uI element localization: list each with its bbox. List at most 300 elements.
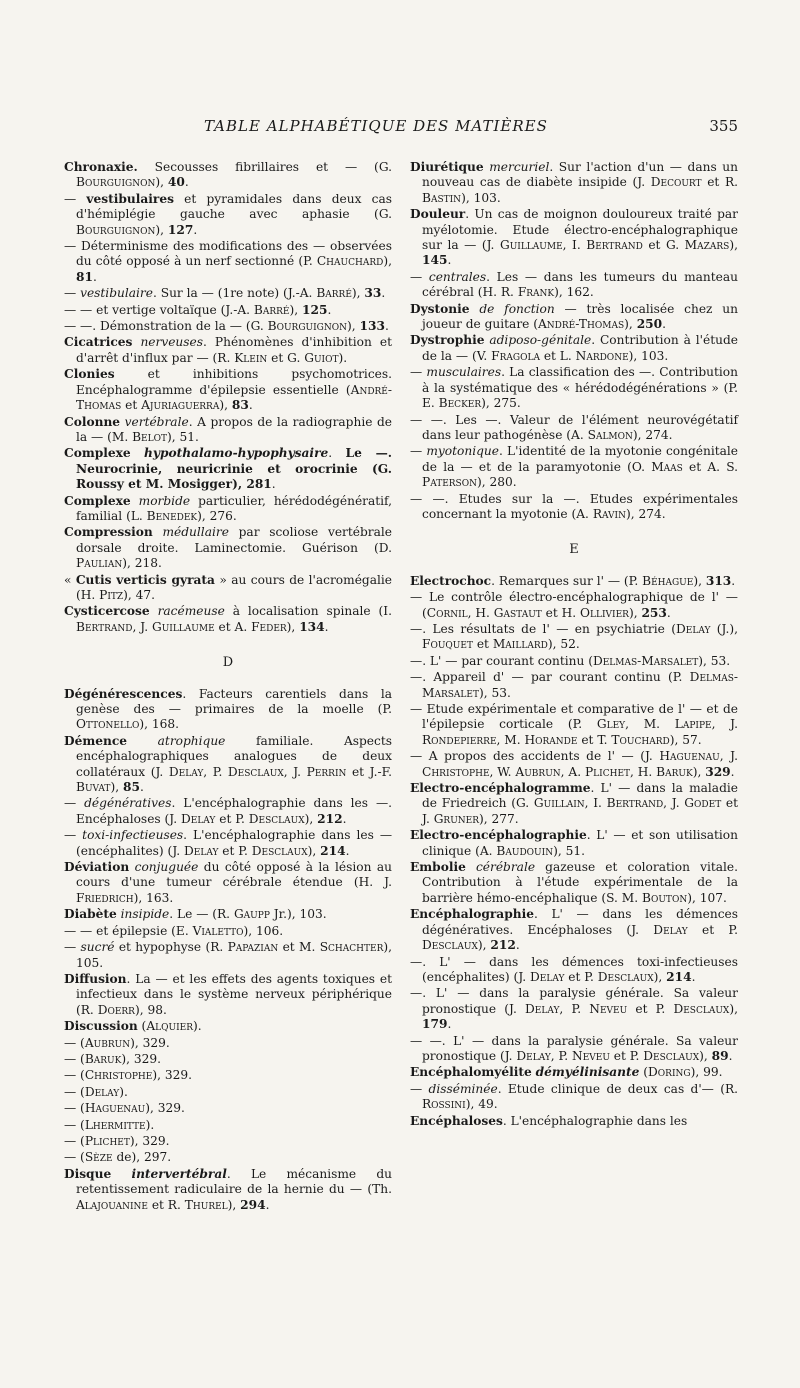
- entry-text: —: [64, 286, 81, 301]
- entry-text: . Le — (R.: [169, 907, 234, 922]
- index-entry: [64, 972, 392, 1018]
- entry-text: Cornil: [426, 605, 468, 620]
- entry-text: . A propos de la radiographie de la — (M.: [76, 414, 393, 444]
- entry-text: Paterson: [422, 475, 477, 490]
- entry-text: —. L' — dans la paralysie générale. Sa valeur pronostique (J.: [410, 986, 738, 1016]
- entry-text: ), 163.: [133, 890, 174, 905]
- entry-headword: Encéphaloses: [410, 1113, 503, 1128]
- entry-text: , P.: [559, 1001, 590, 1016]
- entry-text: démyélinisante: [535, 1065, 640, 1080]
- entry-text: 81: [76, 269, 93, 284]
- entry-text: [111, 1167, 131, 1181]
- entry-text: Ottonello: [76, 717, 140, 732]
- entry-text: Frank: [517, 285, 555, 300]
- entry-text: Lhermitte: [84, 1117, 146, 1132]
- entry-text: —: [64, 940, 81, 955]
- entry-text: gazeuse et coloration vitale. Contribution à l'étude expérimentale de la barrière hémo-encéphalique (S. M.: [422, 860, 739, 905]
- entry-text: — (: [64, 1035, 85, 1050]
- index-entry: [64, 828, 392, 859]
- entry-text: et M.: [278, 940, 320, 955]
- entry-text: et L.: [539, 348, 576, 363]
- entry-text: .: [139, 780, 144, 795]
- entry-text: Maas: [651, 459, 683, 474]
- entry-text: ), 53.: [478, 685, 511, 700]
- entry-text: Doring: [648, 1065, 691, 1080]
- entry-text: ), 218.: [122, 556, 162, 571]
- entry-text: Delay: [525, 1001, 560, 1016]
- entry-text: ), 103.: [628, 348, 669, 363]
- entry-text: 83: [231, 398, 249, 413]
- index-entry: [64, 1150, 392, 1165]
- entry-text: .: [381, 286, 386, 301]
- entry-text: Maillard: [492, 637, 548, 652]
- entry-text: Desclaux: [227, 764, 284, 779]
- entry-text: Ollivier: [580, 605, 629, 620]
- entry-text: du côté opposé à la lésion au cours d'une tumeur cérébrale étendue (H. J.: [76, 860, 392, 890]
- entry-text: ), 329.: [130, 1035, 170, 1050]
- entry-headword: Cutis verticis gyrata: [75, 572, 215, 587]
- entry-text: ), 274.: [632, 427, 673, 442]
- entry-text: 294: [240, 1197, 266, 1212]
- entry-text: toxi-infectieuses: [82, 828, 184, 843]
- entry-text: .: [447, 1017, 452, 1032]
- entry-text: , M.: [625, 717, 675, 732]
- index-entry: [64, 319, 392, 334]
- entry-text: (J.),: [710, 621, 738, 636]
- index-entry: [64, 734, 392, 796]
- index-entry: [410, 1034, 738, 1065]
- entry-text: Delay: [653, 922, 688, 937]
- entry-text: — — et épilepsie (E.: [64, 923, 193, 938]
- entry-text: Delay: [530, 969, 565, 984]
- index-entry: [410, 670, 738, 701]
- index-entry: [64, 192, 392, 238]
- entry-text: ),: [155, 175, 168, 190]
- entry-text: —: [410, 1081, 429, 1096]
- entry-text: Nardone: [575, 348, 629, 363]
- index-entry: [64, 796, 392, 827]
- entry-text: — Déterminisme des modifications des — observées du côté opposé à un nerf sectionné (P.: [64, 239, 392, 269]
- entry-text: Benedek: [146, 508, 198, 523]
- entry-text: racémeuse: [157, 604, 225, 619]
- entry-text: Delay: [168, 764, 204, 779]
- entry-text: Becker: [438, 396, 482, 411]
- entry-text: Plichet: [584, 764, 631, 779]
- entry-text: Godet: [684, 796, 722, 811]
- entry-text: .: [447, 253, 452, 268]
- entry-text: Neveu: [589, 1001, 628, 1016]
- entry-text: Guillaume: [151, 619, 215, 634]
- entry-text: .: [328, 446, 346, 461]
- entry-text: .: [691, 969, 696, 984]
- entry-text: ),: [729, 1001, 738, 1016]
- entry-text: , M.: [496, 732, 525, 747]
- entry-headword: vestibulaires: [86, 191, 174, 206]
- entry-text: ),: [653, 969, 667, 984]
- index-entry: [64, 940, 392, 971]
- entry-text: Schachter: [319, 940, 384, 955]
- entry-text: . L' — et son utilisation clinique (A.: [422, 828, 738, 858]
- index-entry: [410, 444, 738, 490]
- entry-headword: Dystonie: [410, 301, 470, 316]
- entry-headword: Compression: [64, 525, 153, 540]
- entry-text: [466, 860, 476, 874]
- entry-text: Doerr: [97, 1002, 135, 1017]
- entry-text: adiposo-génitale: [489, 333, 592, 348]
- entry-headword: Clonies: [64, 367, 115, 382]
- entry-text: Guillaume: [499, 238, 563, 253]
- entry-text: vestibulaire: [80, 286, 153, 301]
- entry-text: ), 329.: [121, 1051, 162, 1066]
- entry-text: musculaires: [426, 365, 502, 380]
- entry-text: , J.: [711, 717, 738, 732]
- index-entry: [410, 860, 738, 906]
- entry-text: Christophe: [422, 764, 490, 779]
- entry-text: . L' — dans les démences dégénératives. Encéphaloses (J.: [422, 907, 738, 937]
- entry-text: ).: [192, 1019, 202, 1034]
- entry-text: Desclaux: [643, 1048, 700, 1063]
- index-entry: [64, 446, 392, 492]
- entry-text: ), 168.: [139, 717, 179, 732]
- index-entry: [64, 303, 392, 318]
- entry-text: — (: [64, 1117, 85, 1132]
- entry-text: —: [64, 191, 87, 206]
- entry-text: André-Thomas: [538, 317, 625, 332]
- index-entry: [410, 413, 738, 444]
- entry-text: , H.: [630, 764, 657, 779]
- entry-text: ),: [219, 398, 232, 413]
- entry-text: .: [271, 477, 276, 492]
- entry-text: Sèze: [84, 1150, 113, 1165]
- entry-text: . L'encéphalographie dans les: [502, 1113, 688, 1128]
- entry-text: Fouquet: [422, 637, 473, 652]
- index-entry: [410, 654, 738, 669]
- entry-text: . Etude clinique de deux cas d'— (R.: [497, 1081, 739, 1096]
- entry-text: —. L' — par courant continu (: [410, 653, 593, 668]
- entry-headword: Cysticercose: [64, 604, 150, 619]
- entry-text: . Sur l'action d'un — dans un nouveau cas de diabète insipide (J.: [422, 160, 739, 190]
- entry-text: Klein: [234, 350, 268, 365]
- entry-text: médullaire: [162, 525, 229, 540]
- page-header: [64, 117, 738, 139]
- entry-headword: Déviation: [64, 860, 130, 875]
- entry-text: [470, 302, 480, 316]
- entry-text: 212: [490, 938, 516, 953]
- entry-text: Bertrand: [586, 238, 643, 253]
- entry-text: 133: [359, 319, 385, 334]
- entry-headword: Diffusion: [64, 971, 127, 986]
- index-entry: [410, 955, 738, 986]
- entry-headword: Démence: [64, 733, 128, 748]
- entry-text: Friedrich: [76, 890, 134, 905]
- entry-text: — (: [64, 1133, 85, 1148]
- section-letter: E: [569, 542, 579, 558]
- entry-text: Desclaux: [597, 969, 654, 984]
- entry-headword: Dégénérescences: [64, 686, 183, 701]
- entry-text: Neveu: [572, 1048, 610, 1063]
- entry-text: et P.: [564, 969, 598, 984]
- entry-text: et P.: [609, 1048, 644, 1063]
- entry-text: et A. S.: [682, 459, 738, 474]
- entry-text: Gaupp: [233, 907, 270, 922]
- entry-text: —: [410, 444, 427, 459]
- entry-text: ), 275.: [481, 396, 521, 411]
- entry-text: [131, 494, 139, 508]
- entry-text: ), 98.: [134, 1002, 167, 1017]
- entry-text: et J.: [422, 796, 739, 826]
- entry-text: — très localisée chez un joueur de guitare (: [422, 301, 738, 332]
- index-entry: [410, 907, 738, 953]
- entry-text: et R.: [147, 1197, 185, 1212]
- entry-headword: Complexe: [64, 446, 131, 461]
- index-entry: [64, 924, 392, 939]
- left-column: [64, 160, 392, 1213]
- entry-text: Delay: [184, 843, 219, 858]
- entry-text: [150, 604, 158, 618]
- entry-text: et hypophyse (R.: [114, 940, 228, 955]
- entry-text: ),: [289, 302, 302, 317]
- entry-text: dégénératives: [84, 796, 172, 811]
- index-entry: [64, 415, 392, 446]
- entry-text: ), 49.: [465, 1097, 498, 1112]
- entry-text: André-Thomas: [76, 382, 392, 413]
- entry-text: Alajouanine: [76, 1197, 148, 1212]
- entry-text: Plichet: [84, 1133, 130, 1148]
- entry-text: Gruner: [433, 811, 480, 826]
- entry-text: et H.: [541, 605, 581, 620]
- entry-text: Delay: [676, 621, 711, 636]
- entry-text: et J.-F.: [346, 764, 393, 779]
- entry-text: — (: [64, 1068, 85, 1083]
- entry-text: —. Les résultats de l' — en psychiatrie (: [410, 621, 676, 636]
- index-entry: [64, 1134, 392, 1149]
- entry-text: Papazian: [227, 940, 279, 955]
- entry-text: 85: [122, 780, 140, 795]
- entry-text: Vialetto: [192, 923, 244, 938]
- entry-text: 212: [317, 811, 343, 826]
- entry-text: Baudouin: [496, 843, 554, 858]
- index-entry: [410, 781, 738, 827]
- entry-text: — (: [64, 1084, 85, 1099]
- index-entry: [410, 749, 738, 780]
- entry-text: Haguenau: [659, 749, 720, 764]
- entry-text: Bourguignon: [267, 319, 347, 334]
- entry-text: ), 280.: [476, 475, 517, 490]
- entry-text: — A propos des accidents de l' — (J.: [410, 749, 660, 764]
- entry-text: (: [639, 1065, 649, 1080]
- entry-text: .: [193, 222, 198, 237]
- entry-text: .: [662, 317, 667, 332]
- entry-text: Ajuriaguerra: [141, 398, 220, 413]
- entry-headword: Diurétique: [410, 160, 484, 174]
- entry-text: . Remarques sur l' — (P.: [491, 573, 643, 588]
- entry-text: ),: [729, 238, 738, 253]
- entry-text: Le —. Neurocrinie, neuricrinie et orocrinie (G. Roussy et M. Mosigger), 281: [76, 446, 392, 492]
- entry-text: Delay: [180, 811, 216, 826]
- entry-headword: Electro-encéphalogramme: [410, 781, 591, 796]
- entry-text: ), 329.: [152, 1068, 192, 1083]
- entry-text: ), 103.: [461, 190, 501, 205]
- entry-text: ),: [307, 843, 321, 858]
- index-entry: [64, 160, 392, 191]
- entry-text: cérébrale: [475, 860, 536, 875]
- entry-headword: Embolie: [410, 860, 466, 875]
- index-entry: [410, 1065, 738, 1080]
- entry-text: Rondepierre: [422, 732, 497, 747]
- entry-text: ), 51.: [166, 429, 199, 444]
- entry-text: Guillain: [533, 796, 585, 811]
- entry-headword: Discussion: [64, 1019, 138, 1034]
- entry-text: ), 277.: [479, 811, 519, 826]
- entry-text: Ravin: [592, 506, 626, 521]
- entry-text: ), 105.: [76, 940, 392, 970]
- index-entry: [64, 860, 392, 906]
- entry-text: ), 276.: [197, 508, 237, 523]
- entry-text: . Un cas de moignon douloureux traité par myélotomie. Etude électro-encéphalographique sur la — (J.: [422, 207, 738, 253]
- entry-text: et G.: [642, 238, 685, 253]
- entry-text: ), 47.: [123, 587, 156, 602]
- entry-text: à localisation spinale (I.: [224, 604, 392, 619]
- entry-text: 250: [636, 317, 663, 332]
- entry-text: et P.: [687, 922, 738, 937]
- entry-text: et pyramidales dans deux cas d'hémiplégie gauche avec aphasie (G.: [76, 191, 393, 222]
- entry-text: «: [64, 572, 76, 587]
- entry-text: , I.: [584, 796, 607, 811]
- index-entry: [64, 687, 392, 733]
- entry-text: . Contribution à l'étude de la — (V.: [422, 333, 738, 363]
- entry-text: . La classification des —. Contribution à la systématique des « hérédodégénérations » (P. E.: [422, 365, 738, 411]
- entry-text: Bertrand: [76, 619, 133, 634]
- entry-text: — (: [64, 1101, 85, 1116]
- index-entry: [64, 239, 392, 285]
- entry-headword: Encéphalographie: [410, 907, 534, 922]
- entry-text: et P.: [627, 1001, 674, 1016]
- entry-text: .: [730, 764, 735, 779]
- entry-text: .: [666, 605, 671, 620]
- entry-text: — Le contrôle électro-encéphalographique de l' — (: [410, 590, 738, 620]
- entry-text: Jr.), 103.: [269, 907, 327, 922]
- entry-text: Feder: [251, 619, 287, 634]
- entry-text: ),: [286, 619, 300, 634]
- entry-text: Haguenau: [84, 1101, 146, 1116]
- entry-text: ),: [693, 573, 706, 588]
- entry-text: — —. L' — dans la paralysie générale. Sa valeur pronostique (J.: [410, 1033, 738, 1063]
- entry-text: . Facteurs carentiels dans la genèse des — primaires de la moelle (P.: [76, 686, 392, 716]
- entry-text: Baruk: [84, 1051, 122, 1066]
- index-entry: [64, 573, 392, 604]
- entry-text: — —. Etudes sur la —. Etudes expérimentales concernant la myotonie (A.: [410, 491, 738, 521]
- entry-text: ),: [110, 780, 123, 795]
- entry-text: Paulian: [76, 556, 123, 571]
- entry-text: , P.: [550, 1048, 573, 1063]
- entry-text: 253: [641, 605, 667, 620]
- index-entry: [410, 622, 738, 653]
- entry-headword: Electro-encéphalographie: [410, 828, 587, 843]
- entry-text: ),: [383, 254, 392, 269]
- entry-text: , I.: [562, 238, 587, 253]
- entry-text: , W.: [489, 764, 516, 779]
- entry-headword: Chronaxie.: [64, 160, 138, 174]
- entry-text: .: [384, 319, 389, 334]
- entry-text: . La — et les effets des agents toxiques et infectieux dans le système nerveux périphérique (R.: [76, 971, 392, 1017]
- index-entry: [64, 1068, 392, 1083]
- entry-text: Mazars: [684, 238, 730, 253]
- entry-text: morbide: [138, 493, 191, 508]
- entry-text: myotonique: [426, 444, 499, 459]
- entry-text: .: [728, 1048, 733, 1063]
- entry-text: ), 274.: [625, 506, 666, 521]
- index-entry: [64, 1118, 392, 1133]
- index-entry: [410, 1114, 738, 1129]
- index-entry: [64, 907, 392, 922]
- entry-text: Salmon: [587, 427, 633, 442]
- entry-text: et T.: [577, 732, 612, 747]
- entry-text: conjuguée: [134, 860, 199, 875]
- entry-text: Bertrand: [606, 796, 664, 811]
- index-entry: [410, 574, 738, 589]
- entry-text: — —. Démonstration de la — (G.: [64, 319, 268, 334]
- entry-text: .: [92, 269, 97, 284]
- entry-text: de fonction: [479, 301, 555, 316]
- entry-text: disséminée: [428, 1081, 498, 1096]
- entry-text: sucré: [80, 940, 115, 955]
- entry-text: ),: [692, 764, 706, 779]
- entry-text: .: [265, 1197, 270, 1212]
- entry-text: . L'encéphalographie dans les — (encéphalites) (J.: [76, 828, 393, 858]
- entry-text: ),: [155, 222, 168, 237]
- entry-text: Perrin: [306, 764, 347, 779]
- entry-text: ).: [145, 1117, 155, 1132]
- entry-text: — Etude expérimentale et comparative de l' — et de l'épilepsie corticale (P.: [410, 702, 738, 732]
- entry-text: et G.: [267, 350, 305, 365]
- entry-text: .: [515, 938, 520, 953]
- entry-text: particulier, hérédodégénératif, familial (L.: [76, 493, 392, 523]
- index-entry: [410, 590, 738, 621]
- index-entry: [410, 207, 738, 269]
- entry-text: Barré: [253, 302, 290, 317]
- entry-text: Guiot: [304, 350, 339, 365]
- entry-text: et P.: [215, 811, 249, 826]
- entry-text: Desclaux: [248, 811, 305, 826]
- entry-text: ),: [227, 1197, 241, 1212]
- entry-text: 127: [167, 222, 194, 237]
- entry-text: » au cours de l'acromégalie (H.: [76, 572, 392, 602]
- entry-text: Delmas-Marsalet: [592, 653, 699, 668]
- entry-text: 89: [711, 1048, 729, 1063]
- entry-text: —. Appareil d' — par courant continu (P.: [410, 670, 690, 685]
- entry-text: 33: [364, 286, 382, 301]
- entry-text: , J.: [283, 764, 307, 779]
- entry-text: —. L' — dans les démences toxi-infectieuses (encéphalites) (J.: [410, 954, 738, 984]
- index-entry: [410, 828, 738, 859]
- entry-text: Barré: [316, 286, 352, 301]
- entry-text: atrophique: [157, 733, 226, 748]
- page-number: 355: [709, 117, 738, 135]
- entry-text: et: [121, 398, 142, 413]
- index-entry: [410, 986, 738, 1032]
- entry-text: familiale. Aspects encéphalographiques analogues de deux collatéraux (J.: [76, 733, 393, 779]
- entry-text: — (: [64, 1150, 85, 1165]
- section-letter: D: [222, 655, 234, 671]
- entry-text: —: [64, 796, 85, 811]
- entry-text: intervertébral: [131, 1166, 227, 1181]
- entry-text: . L' — dans la maladie de Friedreich (G.: [422, 781, 738, 811]
- entry-text: insipide: [120, 907, 170, 922]
- entry-text: Belot: [132, 429, 167, 444]
- entry-text: 313: [705, 573, 732, 588]
- index-entry: [64, 1019, 392, 1034]
- entry-text: Rossini: [422, 1097, 466, 1112]
